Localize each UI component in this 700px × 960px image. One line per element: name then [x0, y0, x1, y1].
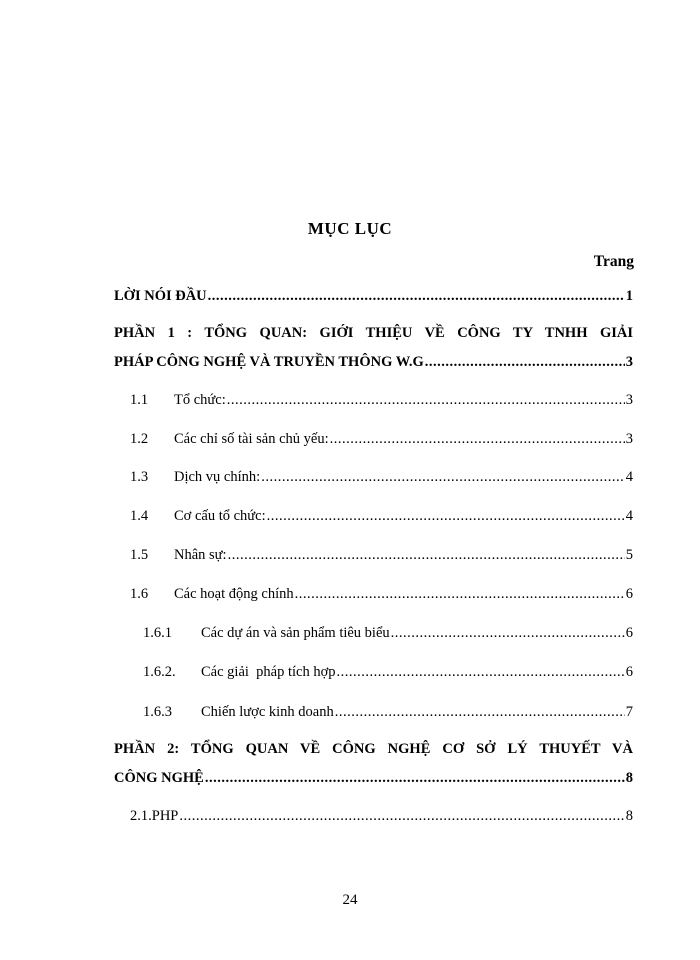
toc-part2-line1[interactable]: PHẦN 2: TỔNG QUAN VỀ CÔNG NGHỆ CƠ SỞ LÝ THUYẾT VÀ	[114, 741, 633, 757]
toc-entry-label: LỜI NÓI ĐẦU	[114, 288, 207, 304]
toc-entry-number: 1.6.1	[143, 625, 172, 641]
toc-entry-page: 3	[625, 354, 633, 370]
toc-entry-label: CÔNG NGHỆ	[114, 770, 204, 786]
toc-entry-number: 1.5	[130, 547, 149, 563]
toc-entry-page: 3	[625, 392, 633, 408]
dot-leader	[267, 508, 625, 525]
dot-leader	[205, 770, 625, 787]
toc-entry-number: 1.6.3	[143, 704, 172, 720]
toc-entry-page: 3	[625, 431, 633, 447]
dot-leader	[208, 288, 625, 305]
toc-entry-label: Các giải pháp tích hợp	[201, 664, 336, 680]
dot-leader	[335, 704, 625, 721]
toc-entry-number: 1.3	[130, 469, 149, 485]
toc-entry-page: 8	[625, 808, 633, 824]
toc-entry-number: 1.6	[130, 586, 149, 602]
toc-entry-loi-noi-dau[interactable]	[114, 288, 633, 310]
toc-entry-page: 4	[625, 508, 633, 524]
toc-entry-1-2[interactable]	[130, 431, 633, 453]
toc-entry-1-4[interactable]	[130, 508, 633, 530]
toc-entry-page: 4	[625, 469, 633, 485]
dot-leader	[330, 431, 625, 448]
toc-entry-number: 1.2	[130, 431, 149, 447]
toc-entry-label: Cơ cấu tổ chức:	[174, 508, 266, 524]
page-number: 24	[342, 892, 358, 908]
toc-entry-label: 2.1.PHP	[130, 808, 179, 824]
toc-entry-1-6-1[interactable]	[143, 625, 633, 647]
toc-entry-label: Các chỉ số tài sản chủ yếu:	[174, 431, 329, 447]
toc-entry-1-1[interactable]	[130, 392, 633, 414]
toc-entry-page: 1	[625, 288, 633, 304]
toc-entry-label: Chiến lược kinh doanh	[201, 704, 334, 720]
toc-entry-page: 7	[625, 704, 633, 720]
page-title: MỤC LỤC	[307, 219, 393, 238]
dot-leader	[337, 664, 625, 681]
toc-entry-1-6-3[interactable]	[143, 704, 633, 726]
toc-entry-label: Các hoạt động chính	[174, 586, 294, 602]
toc-entry-part2[interactable]	[114, 770, 633, 792]
toc-entry-1-6-2[interactable]	[143, 664, 633, 686]
toc-entry-page: 6	[625, 664, 633, 680]
dot-leader	[261, 469, 625, 486]
toc-entry-label: Dịch vụ chính:	[174, 469, 261, 485]
toc-entry-page: 8	[625, 770, 633, 786]
dot-leader	[179, 808, 624, 825]
toc-entry-1-3[interactable]	[130, 469, 633, 491]
toc-entry-number: 1.4	[130, 508, 149, 524]
toc-entry-1-6[interactable]	[130, 586, 633, 608]
toc-entry-number: 1.6.2.	[143, 664, 176, 680]
dot-leader	[391, 625, 625, 642]
toc-entry-page: 6	[625, 586, 633, 602]
toc-entry-label: Nhân sự:	[174, 547, 227, 563]
toc-part1-line1[interactable]: PHẦN 1 : TỔNG QUAN: GIỚI THIỆU VỀ CÔNG TY TNHH GIẢI	[114, 325, 633, 341]
toc-entry-2-1[interactable]	[130, 808, 633, 830]
dot-leader	[295, 586, 625, 603]
toc-entry-page: 5	[625, 547, 633, 563]
toc-entry-label: PHÁP CÔNG NGHỆ VÀ TRUYỀN THÔNG W.G	[114, 354, 424, 370]
toc-entry-label: Các dự án và sản phẩm tiêu biểu	[201, 625, 390, 641]
page-column-label: Trang	[593, 253, 634, 270]
dot-leader	[425, 354, 625, 371]
dot-leader	[228, 547, 625, 564]
toc-entry-number: 1.1	[130, 392, 149, 408]
toc-entry-1-5[interactable]	[130, 547, 633, 569]
toc-entry-page: 6	[625, 625, 633, 641]
toc-entry-label: Tổ chức:	[174, 392, 226, 408]
dot-leader	[227, 392, 625, 409]
toc-entry-part1[interactable]	[114, 354, 633, 376]
